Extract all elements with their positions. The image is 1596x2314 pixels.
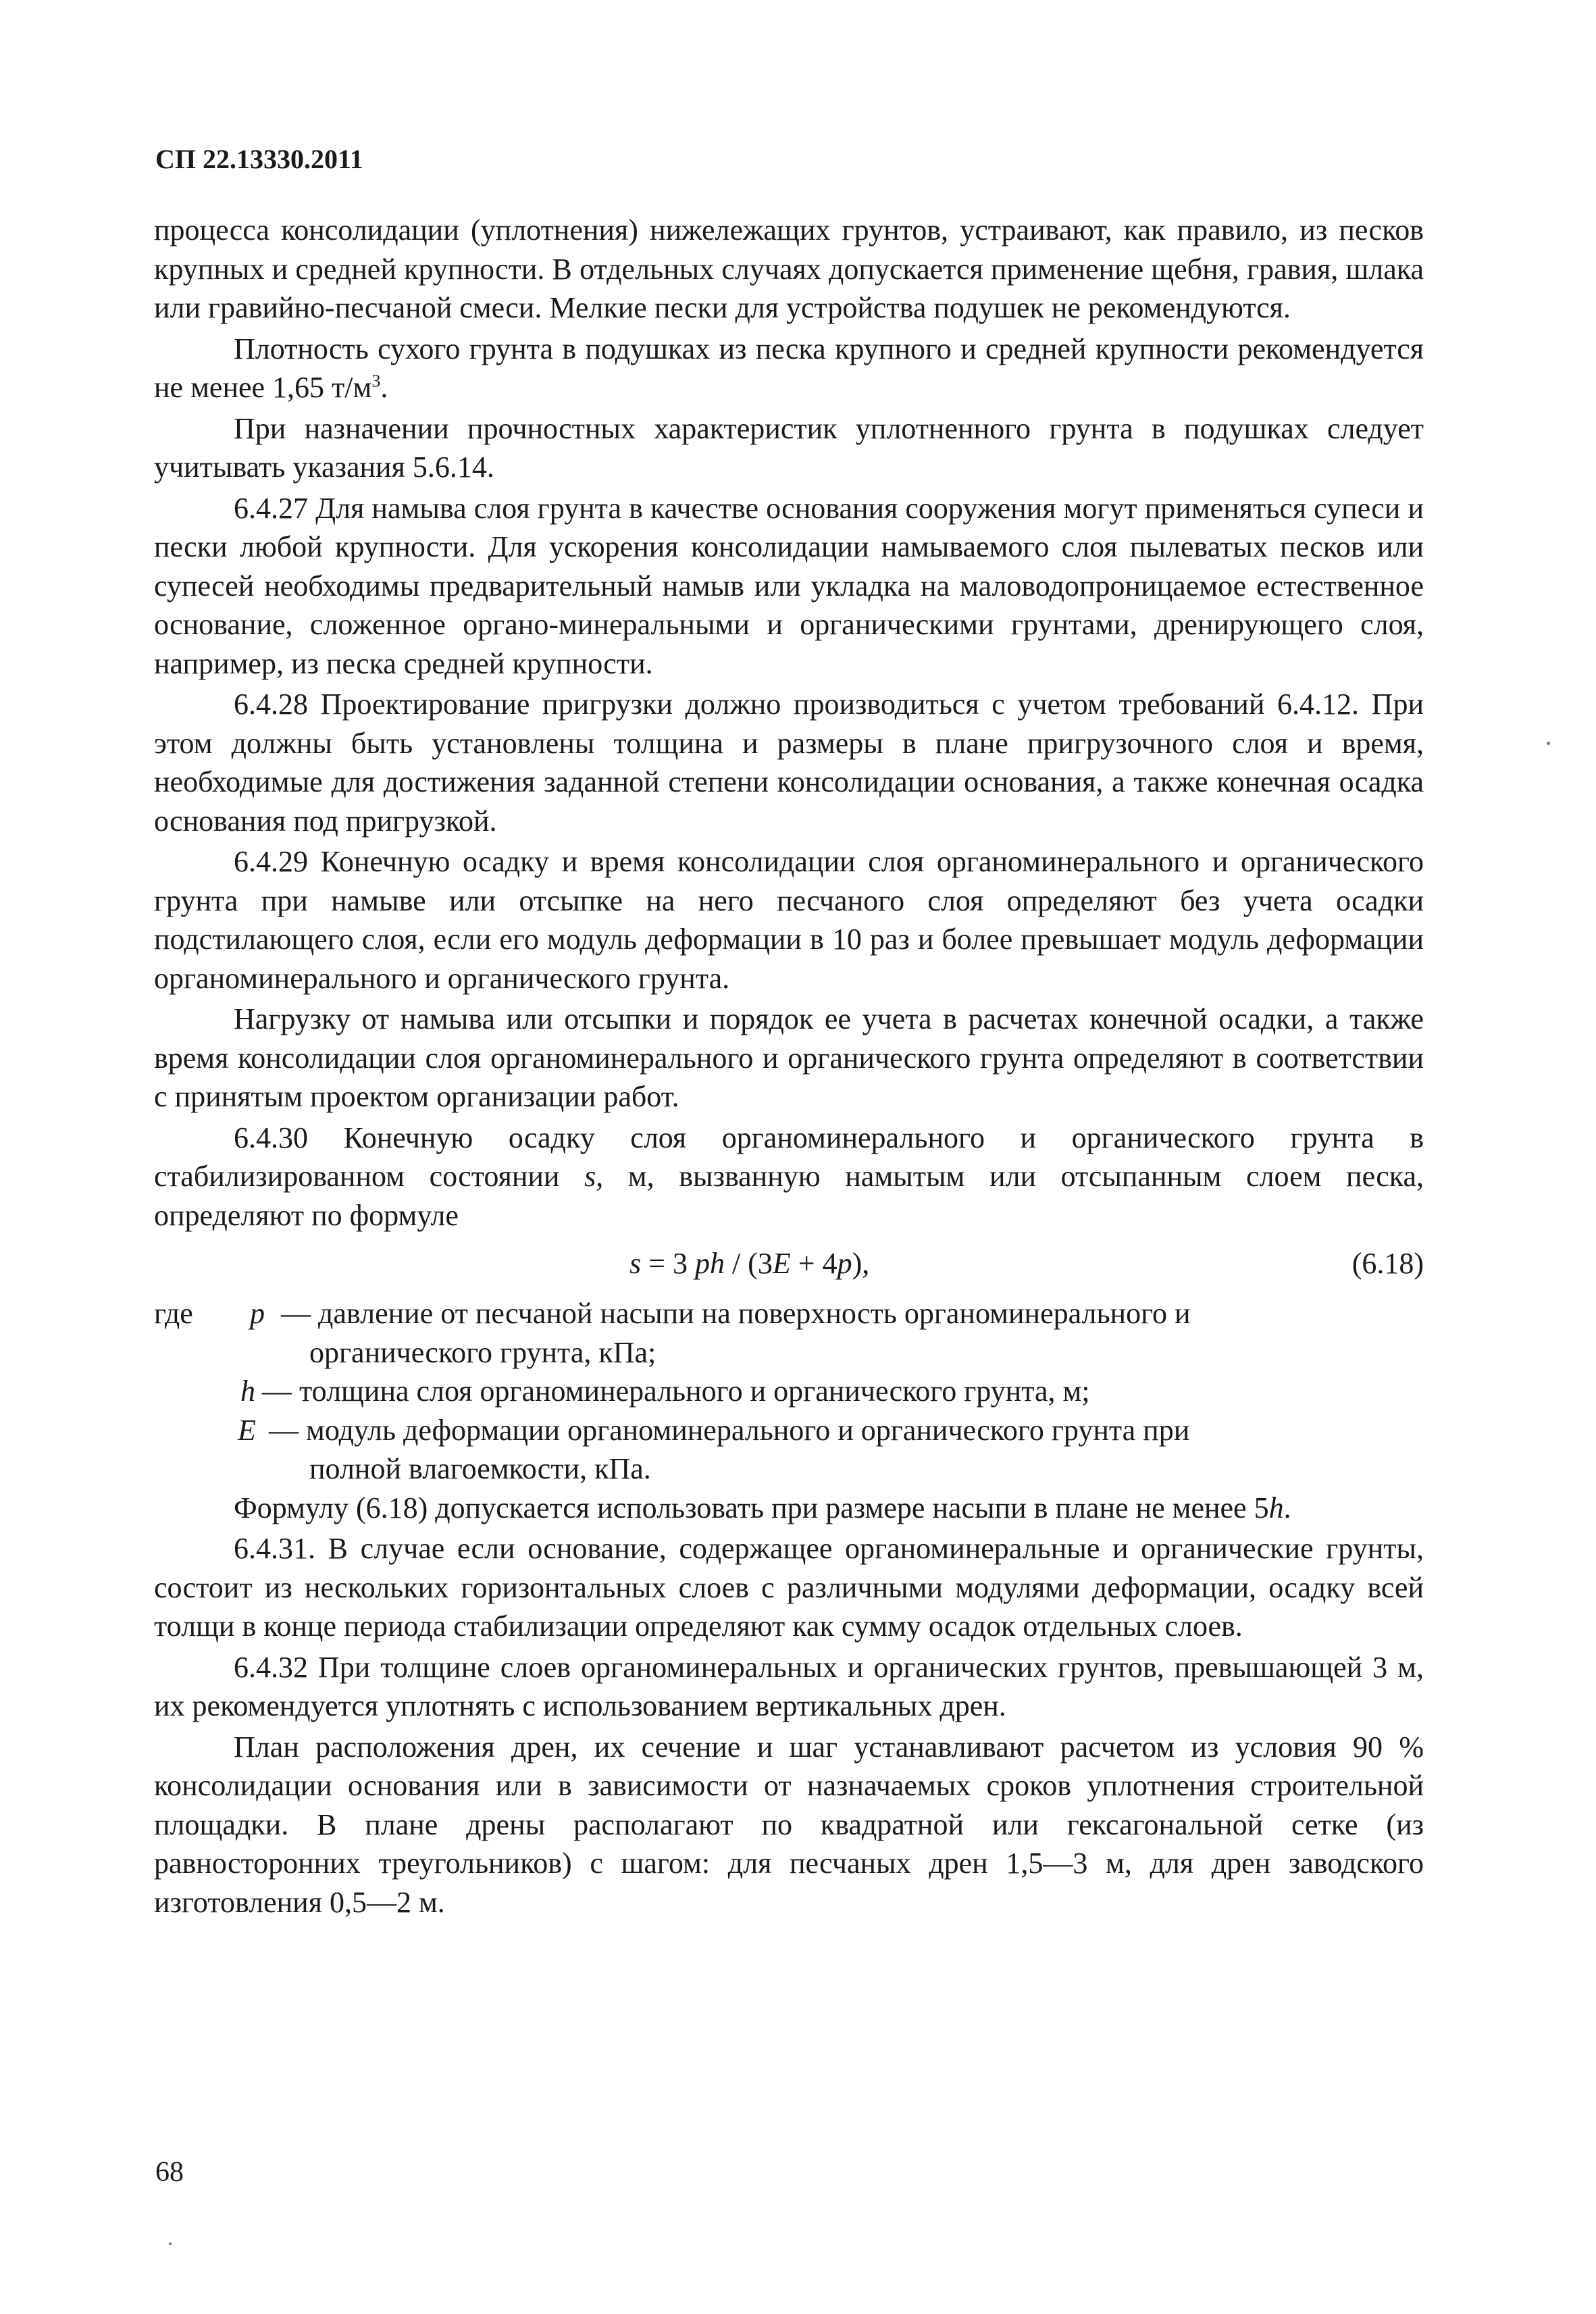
paragraph-text: , м, вызванную намытым или отсыпанным слоем песка, определяют по формуле bbox=[154, 1160, 1424, 1232]
paragraph: План расположения дрен, их сечение и шаг устанавливают расчетом из условия 90 % консолидации основания или в зависимости от назначаемых сроков уплотнения строительной площадки. В плане дрены располагают по квадратной или гексагональной сетке (из равносторонних треугольников) с шагом: для песчаных дрен 1,5—3 м, для дрен заводского изготовления 0,5—2 м. bbox=[154, 1730, 1424, 1919]
definition-text: — давление от песчаной насыпи на поверхность органоминерального и bbox=[281, 1297, 1191, 1330]
where-label: где bbox=[154, 1297, 193, 1330]
definition-e-continued: полной влагоемкости, кПа. bbox=[309, 1452, 651, 1485]
document-code-header: СП 22.13330.2011 bbox=[155, 144, 363, 174]
clause-6-4-30 bbox=[154, 1119, 1424, 1235]
formula-expression: s = 3 ph / (3E + 4p), bbox=[629, 1247, 870, 1280]
paragraph: процесса консолидации (уплотнения) нижележащих грунтов, устраивают, как правило, из песков крупных и средней крупности. В отдельных случаях допускается применение щебня, гравия, шлака или гравийно-песчаной смеси. Мелкие пески для устройства подушек не рекомендуются. bbox=[154, 213, 1424, 324]
clause-6-4-29: 6.4.29 Конечную осадку и время консолидации слоя органоминерального и органического грунта при намыве или отсыпке на него песчаного слоя определяют без учета осадки подстилающего слоя, если его модуль деформации в 10 раз и более превышает модуль деформации органоминерального и органического грунта. bbox=[154, 845, 1424, 995]
clause-6-4-28: 6.4.28 Проектирование пригрузки должно производиться с учетом требований 6.4.12. При этом должны быть установлены толщина и размеры в плане пригрузочного слоя и время, необходимые для достижения заданной степени консолидации основания, а также конечная осадка основания под пригрузкой. bbox=[154, 688, 1424, 838]
paragraph-text: Плотность сухого грунта в подушках из песка крупного и средней крупности рекомендуется не менее 1,65 т/м bbox=[154, 332, 1424, 404]
document-body bbox=[154, 211, 1424, 1924]
scan-speck bbox=[1547, 742, 1550, 745]
paragraph-text: 6.4.30 Конечную осадку слоя органоминерального и органического грунта в стабилизированном состоянии bbox=[154, 1121, 1424, 1193]
formula-definitions bbox=[154, 1294, 1424, 1489]
definition-p bbox=[154, 1294, 1424, 1333]
page-number: 68 bbox=[155, 2157, 184, 2188]
formula-6-18 bbox=[154, 1244, 1424, 1286]
symbol-e: E bbox=[238, 1413, 256, 1447]
paragraph bbox=[154, 1489, 1424, 1528]
clause-6-4-32: 6.4.32 При толщине слоев органоминеральных и органических грунтов, превышающей 3 м, их рекомендуется уплотнять с использованием вертикальных дрен. bbox=[154, 1650, 1424, 1722]
scan-speck bbox=[169, 2242, 172, 2245]
superscript: 3 bbox=[371, 371, 381, 391]
formula-number: (6.18) bbox=[1352, 1247, 1424, 1280]
paragraph-text: . bbox=[380, 371, 388, 404]
definition-e bbox=[154, 1411, 1424, 1450]
clause-6-4-27: 6.4.27 Для намыва слоя грунта в качестве основания сооружения могут применяться супеси и пески любой крупности. Для ускорения консолидации намываемого слоя пылеватых песков или супесей необходимы предварительный намыв или укладка на маловодопроницаемое естественное основание, сложенное органо-минеральными и органическими грунтами, дренирующего слоя, например, из песка средней крупности. bbox=[154, 491, 1424, 680]
definition-p-continued: органического грунта, кПа; bbox=[309, 1335, 657, 1369]
paragraph-text: . bbox=[1283, 1491, 1291, 1524]
paragraph: При назначении прочностных характеристик уплотненного грунта в подушках следует учитывать указания 5.6.14. bbox=[154, 411, 1424, 484]
paragraph: Нагрузку от намыва или отсыпки и порядок ее учета в расчетах конечной осадки, а также время консолидации слоя органоминерального и органического грунта определяют в соответствии с принятым проектом организации работ. bbox=[154, 1002, 1424, 1113]
clause-6-4-31: 6.4.31. В случае если основание, содержащее органоминеральные и органические грунты, состоит из нескольких горизонтальных слоев с различными модулями деформации, осадку всей толщи в конце периода стабилизации определяют как сумму осадок отдельных слоев. bbox=[154, 1532, 1424, 1643]
definition-h bbox=[154, 1372, 1424, 1411]
paragraph-text: Формулу (6.18) допускается использовать при размере насыпи в плане не менее 5 bbox=[234, 1491, 1269, 1524]
symbol-h: h bbox=[240, 1374, 255, 1408]
definition-text: — модуль деформации органоминерального и органического грунта при bbox=[269, 1413, 1190, 1447]
symbol-p: p bbox=[250, 1297, 265, 1330]
paragraph bbox=[154, 330, 1424, 407]
definition-text: — толщина слоя органоминерального и органического грунта, м; bbox=[262, 1374, 1090, 1408]
variable-s: s bbox=[584, 1160, 596, 1193]
variable-h: h bbox=[1268, 1491, 1284, 1524]
